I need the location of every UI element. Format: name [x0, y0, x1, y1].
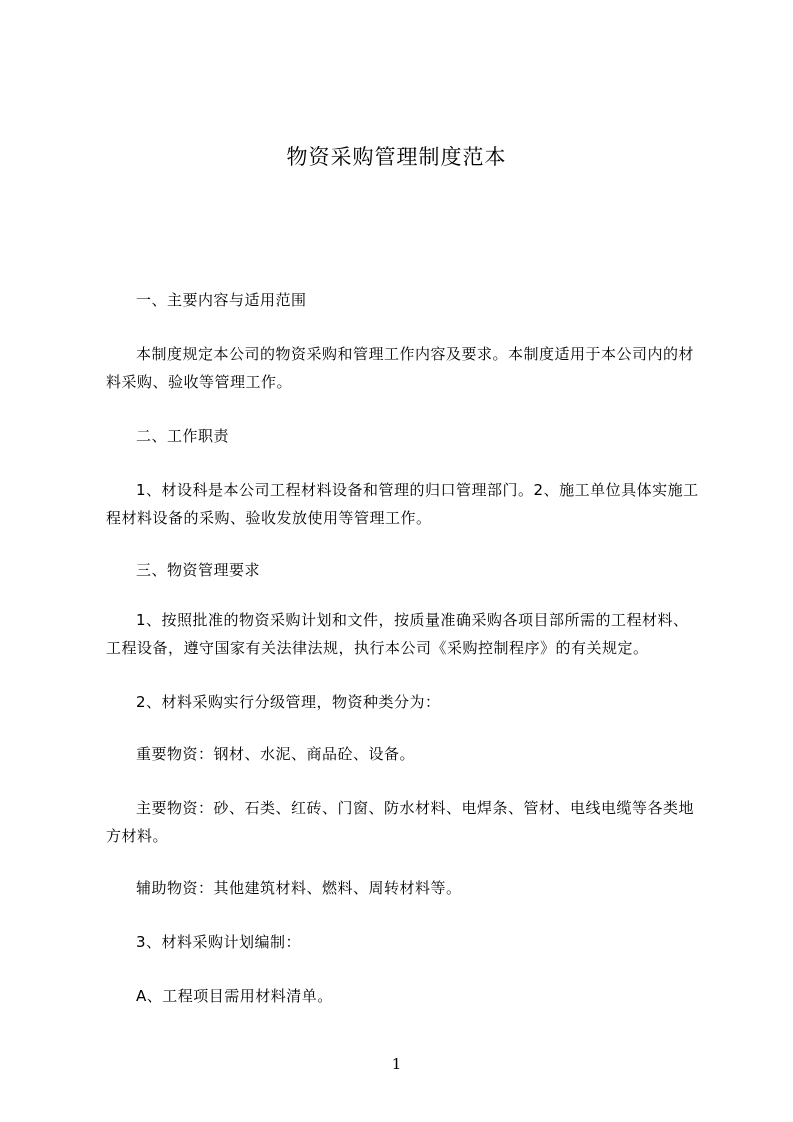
paragraph-important-materials: 重要物资：钢材、水泥、商品砼、设备。	[136, 745, 416, 763]
paragraph-main-materials: 主要物资：砂、石类、红砖、门窗、防水材料、电焊条、管材、电线电缆等各类地方材料。	[106, 799, 695, 845]
section-heading-2: 二、工作职责	[136, 427, 230, 445]
section-heading-3: 三、物资管理要求	[136, 561, 261, 579]
paragraph-requirement-1: 1、按照批准的物资采购计划和文件，按质量准确采购各项目部所需的工程材料、工程设备，遵守国家有关法律法规，执行本公司《采购控制程序》的有关规定。	[106, 611, 689, 657]
section-heading-1: 一、主要内容与适用范围	[136, 291, 307, 309]
paragraph-requirement-3: 3、材料采购计划编制：	[136, 933, 302, 951]
paragraph-auxiliary-materials: 辅助物资：其他建筑材料、燃料、周转材料等。	[136, 879, 462, 897]
paragraph-scope: 本制度规定本公司的物资采购和管理工作内容及要求。本制度适用于本公司内的材料采购、验收等管理工作。	[106, 345, 695, 391]
document-title: 物资采购管理制度范本	[286, 145, 507, 169]
paragraph-responsibilities: 1、材设科是本公司工程材料设备和管理的归口管理部门。2、施工单位具体实施工程材料设备的采购、验收发放使用等管理工作。	[106, 481, 699, 527]
paragraph-requirement-2: 2、材料采购实行分级管理，物资种类分为：	[136, 693, 441, 711]
page-number: 1	[391, 1055, 402, 1073]
paragraph-material-list: A、工程项目需用材料清单。	[136, 987, 333, 1005]
